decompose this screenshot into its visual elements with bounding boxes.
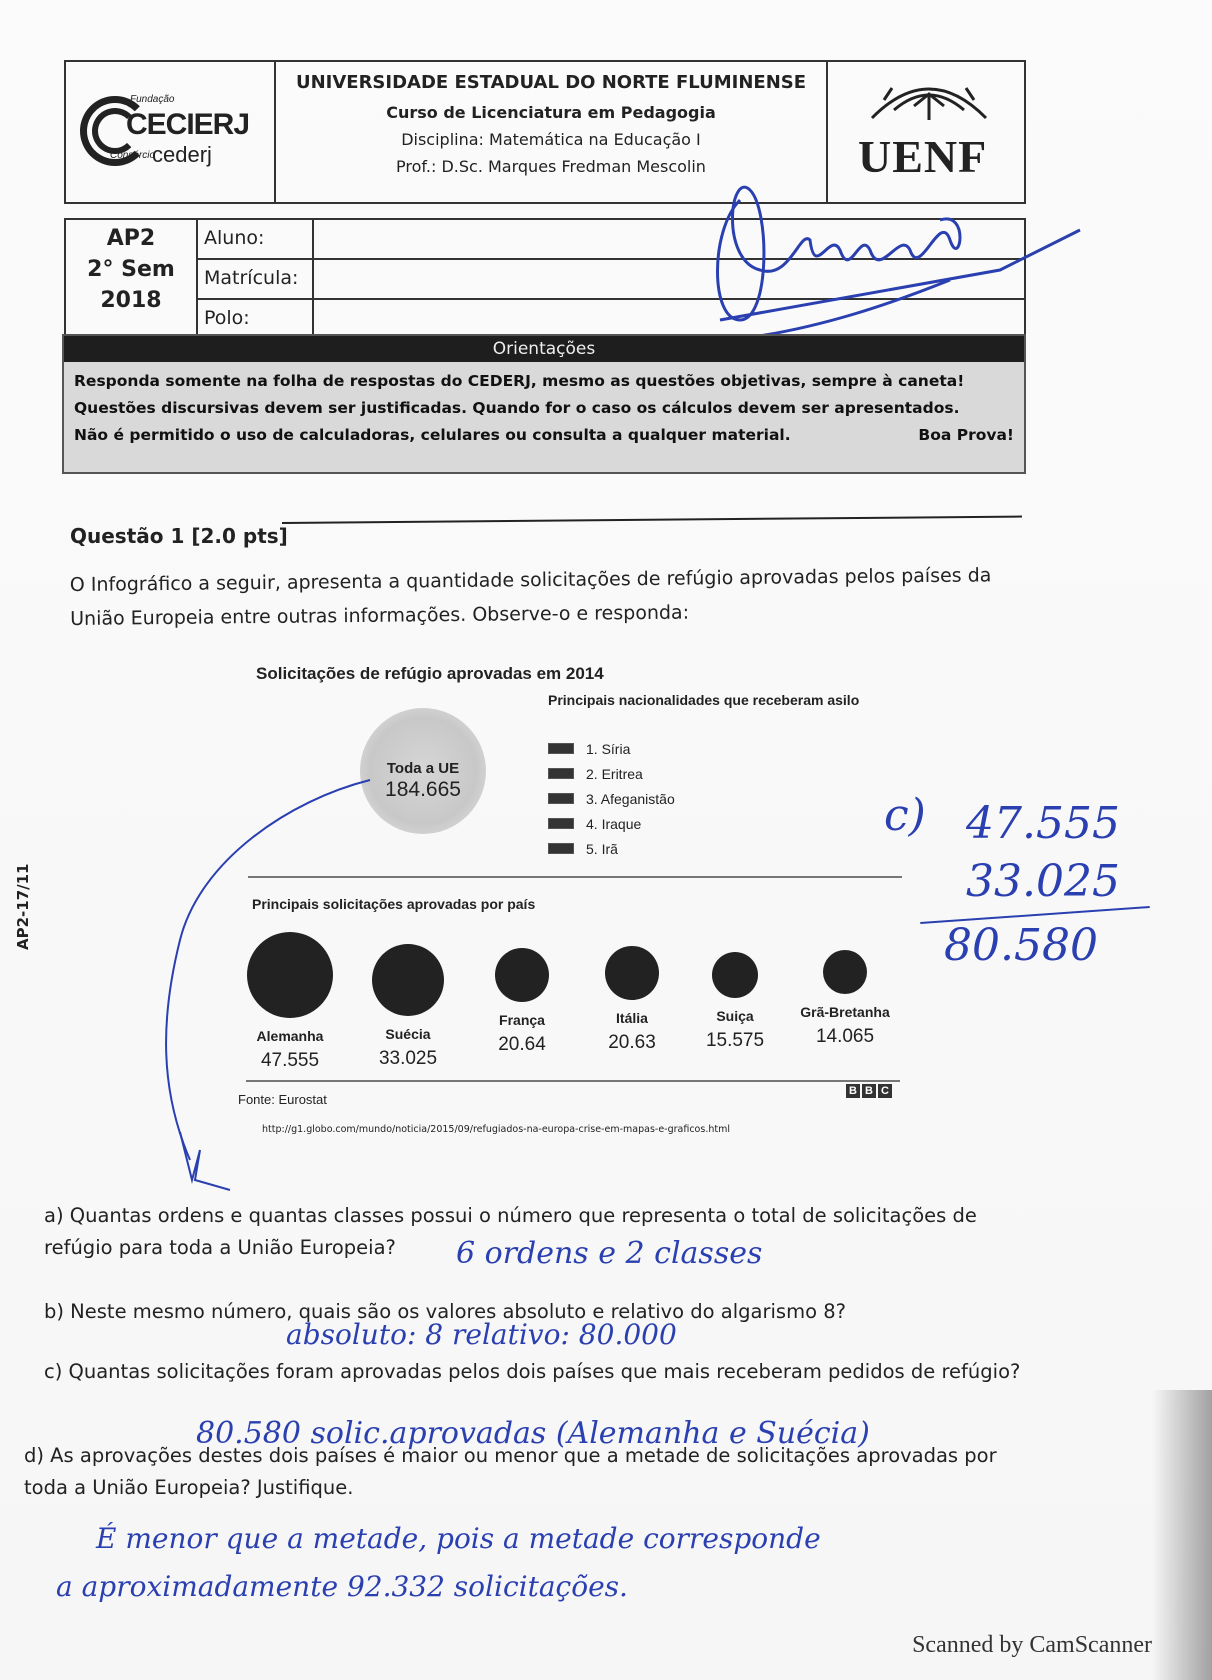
nationality-label: 4. Iraque [586, 815, 642, 832]
eu-total-value: 184.665 [385, 778, 461, 801]
discipline: Disciplina: Matemática na Educação I [401, 130, 701, 149]
source-url: http://g1.globo.com/mundo/noticia/2015/09/refugiados-na-europa-crise-em-mapas-e-graficos.html [262, 1124, 730, 1135]
bbc-letter: B [846, 1084, 860, 1098]
header-text [276, 68, 826, 176]
nationality-label: 5. Irã [586, 840, 618, 857]
orientation-line-3: Não é permitido o uso de calculadoras, celulares ou consulta a qualquer material. [74, 426, 791, 444]
bbc-logo [846, 1084, 892, 1098]
orientation-line-1: Responda somente na folha de respostas do CEDERJ, mesmo as questões objetivas, sempre à caneta! [74, 372, 965, 390]
exam-info [66, 220, 198, 338]
eritrea-flag-icon [548, 768, 574, 779]
country-franca [472, 948, 572, 1056]
country-suica [685, 952, 785, 1052]
country-value: 14.065 [815, 1026, 875, 1047]
country-name: Grã-Bretanha [800, 1004, 890, 1020]
country-name: Suiça [716, 1008, 754, 1024]
orientation-line-2: Questões discursivas devem ser justificadas. Quando for o caso os cálculos devem ser apresentados. [74, 399, 960, 417]
nationality-label: 2. Eritrea [586, 765, 643, 782]
country-value: 33.025 [378, 1048, 438, 1069]
nationalities-list [548, 736, 675, 861]
cecierj-wordmark: CECIERJ [126, 108, 250, 141]
calc-line-1: 47.555 [966, 798, 1120, 849]
infographic-title: Solicitações de refúgio aprovadas em 2014 [256, 664, 604, 683]
country-bubble [605, 946, 659, 1000]
cecierj-logo-cell [66, 62, 276, 202]
question-a: a) Quantas ordens e quantas classes possui o número que representa o total de solicitações de refúgio para toda a União Europeia? [44, 1204, 977, 1259]
list-item [548, 736, 675, 761]
list-item [548, 836, 675, 861]
nationality-label: 3. Afeganistão [586, 790, 675, 807]
uenf-wordmark: UENF [858, 131, 988, 182]
uenf-emblem-icon [864, 70, 994, 126]
list-item [548, 811, 675, 836]
source-label: Fonte: Eurostat [238, 1092, 327, 1107]
course-name: Curso de Licenciatura em Pedagogia [386, 103, 716, 122]
orientations-box [62, 334, 1026, 474]
arrow-icon [140, 760, 400, 1220]
professor: Prof.: D.Sc. Marques Fredman Mescolin [396, 157, 706, 176]
orientations-text [64, 362, 1024, 455]
country-name: França [499, 1012, 545, 1028]
calc-label: c) [884, 790, 926, 841]
eu-total-label: Toda a UE [386, 760, 460, 777]
question-intro: O Infográfico a seguir, apresenta a quantidade solicitações de refúgio aprovadas pelos países da União Europeia entre outras informações. Observe-o e responda: [69, 564, 992, 630]
cecierj-consorcio: Consórcio [110, 150, 156, 161]
country-value: 20.63 [608, 1032, 656, 1053]
country-bubble [712, 952, 758, 998]
country-name: Alemanha [256, 1028, 324, 1044]
calc-sum: 80.580 [944, 920, 1098, 971]
orientations-title: Orientações [64, 336, 1024, 362]
cecierj-logo [74, 92, 264, 182]
exam-code: AP2 [106, 226, 156, 251]
question-c: c) Quantas solicitações foram aprovadas pelos dois países que mais receberam pedidos de refúgio? [44, 1360, 1021, 1383]
country-value: 20.64 [498, 1034, 546, 1055]
answer-d-line-2: a aproximadamente 92.332 solicitações. [56, 1570, 628, 1603]
afghanistan-flag-icon [548, 793, 574, 804]
aluno-label: Aluno: [196, 220, 314, 258]
boa-prova: Boa Prova! [918, 426, 1014, 444]
bbc-letter: C [878, 1084, 892, 1098]
question-b: b) Neste mesmo número, quais são os valores absoluto e relativo do algarismo 8? [44, 1300, 846, 1323]
iraq-flag-icon [548, 818, 574, 829]
nationalities-title: Principais nacionalidades que receberam asilo [548, 692, 860, 708]
question-rule [282, 516, 1022, 524]
country-gra-bretanha [780, 950, 910, 1048]
country-name: Itália [616, 1010, 648, 1026]
country-value: 15.575 [705, 1030, 765, 1051]
scan-shadow [1152, 1390, 1212, 1680]
country-bubble [495, 948, 549, 1002]
bbc-letter: B [862, 1084, 876, 1098]
polo-label: Polo: [196, 300, 314, 338]
scanner-watermark: Scanned by CamScanner [912, 1632, 1152, 1658]
cederj-wordmark: cederj [152, 142, 212, 167]
answer-c: 80.580 solic.aprovadas (Alemanha e Suécia) [196, 1416, 870, 1451]
iran-flag-icon [548, 843, 574, 854]
countries-title: Principais solicitações aprovadas por país [252, 896, 536, 912]
syria-flag-icon [548, 743, 574, 754]
calc-line-2: 33.025 [966, 856, 1120, 907]
matricula-label: Matrícula: [196, 260, 314, 298]
answer-d-line-1: É menor que a metade, pois a metade corresponde [96, 1522, 821, 1555]
country-italia [582, 946, 682, 1054]
list-item [548, 786, 675, 811]
side-label: AP2-17/11 [14, 863, 32, 950]
semester: 2° Sem [87, 257, 175, 282]
signature-icon [700, 170, 1100, 360]
country-bubble [823, 950, 867, 994]
answer-b: absoluto: 8 relativo: 80.000 [286, 1318, 677, 1351]
year: 2018 [100, 288, 162, 313]
answer-a: 6 ordens e 2 classes [456, 1236, 763, 1271]
country-name: Suécia [385, 1026, 431, 1042]
country-value: 47.555 [260, 1050, 320, 1071]
nationality-label: 1. Síria [586, 740, 631, 757]
list-item [548, 761, 675, 786]
cecierj-fundacao: Fundação [130, 94, 175, 105]
question-d: d) As aprovações destes dois países é maior ou menor que a metade de solicitações aprovadas por toda a União Europeia? Justifique. [24, 1444, 997, 1499]
university-name: UNIVERSIDADE ESTADUAL DO NORTE FLUMINENSE [295, 72, 807, 93]
question-title: Questão 1 [2.0 pts] [70, 524, 288, 548]
